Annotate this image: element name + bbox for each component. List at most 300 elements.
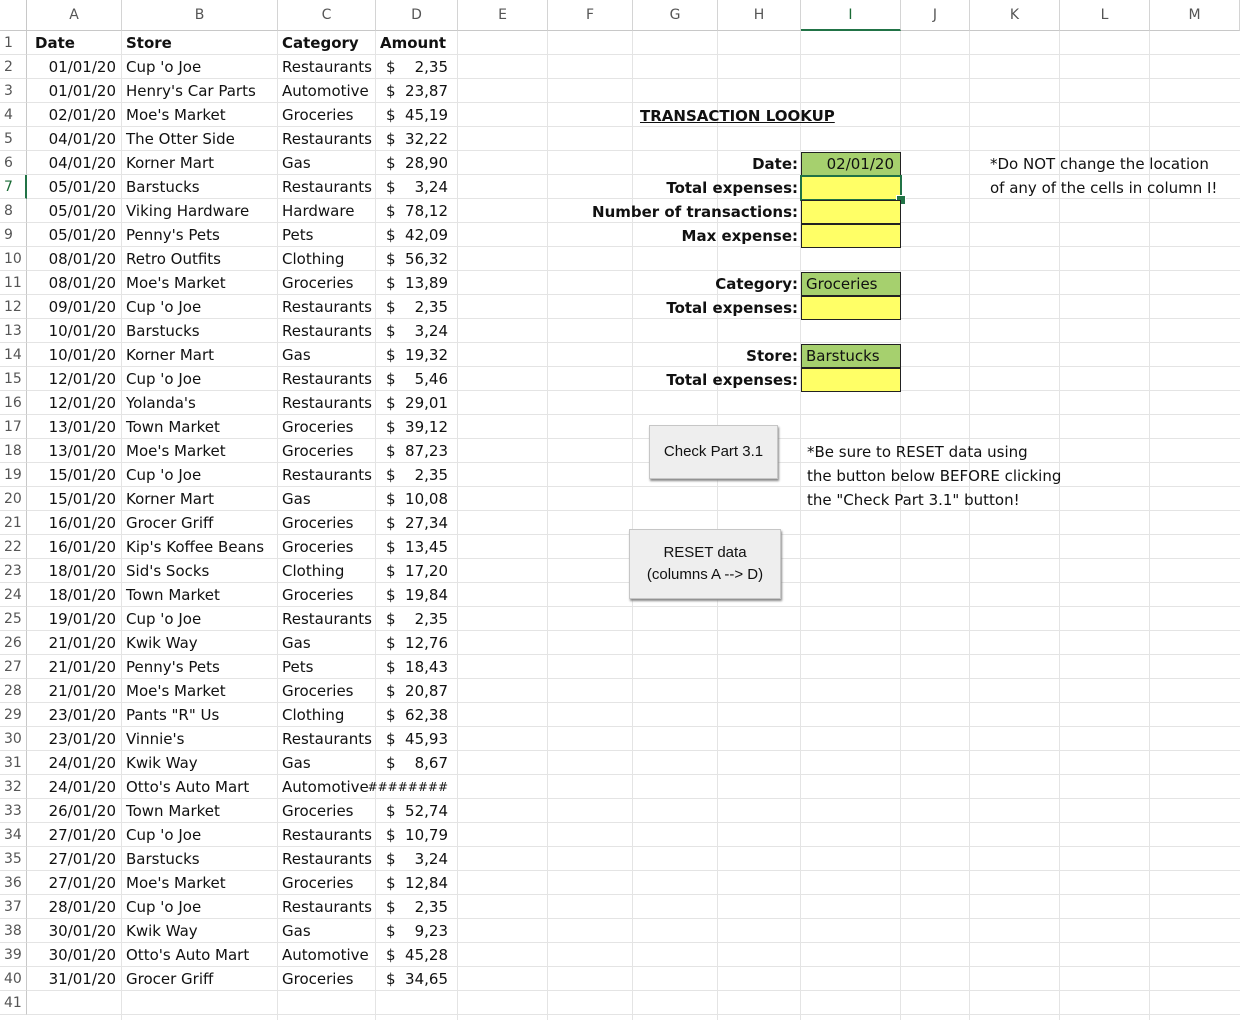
cell-date[interactable]: 27/01/20 <box>48 874 116 892</box>
currency-sign: $ <box>386 442 396 460</box>
cell-date[interactable]: 05/01/20 <box>48 202 116 220</box>
column-header-f[interactable]: F <box>548 0 633 31</box>
cell-amount[interactable] <box>376 823 458 847</box>
row-header-2[interactable]: 2 <box>0 55 27 79</box>
cell-amount[interactable] <box>376 367 458 391</box>
cell-store[interactable]: Moe's Market <box>126 106 226 124</box>
cell-date[interactable]: 02/01/20 <box>48 106 116 124</box>
cell-amount[interactable] <box>376 799 458 823</box>
row-header-16[interactable]: 16 <box>0 391 27 415</box>
currency-sign: $ <box>386 226 396 244</box>
gridline-column <box>547 31 548 1020</box>
amount-value: 3,24 <box>414 850 448 868</box>
cell-date[interactable]: 23/01/20 <box>48 730 116 748</box>
row-header-8[interactable]: 8 <box>0 199 27 223</box>
amount-value: 45,28 <box>405 946 448 964</box>
column-header-k[interactable]: K <box>970 0 1060 31</box>
column-header-e[interactable]: E <box>458 0 548 31</box>
cell-date[interactable]: 18/01/20 <box>48 586 116 604</box>
category-total-cell[interactable] <box>801 296 901 320</box>
row-header-33[interactable]: 33 <box>0 799 27 823</box>
cell-store[interactable]: Moe's Market <box>126 274 226 292</box>
cell-date[interactable]: 13/01/20 <box>48 418 116 436</box>
cell-amount[interactable] <box>376 439 458 463</box>
cell-date[interactable]: 08/01/20 <box>48 250 116 268</box>
cell-store[interactable]: Henry's Car Parts <box>126 82 256 100</box>
gridline-column <box>969 31 970 1020</box>
currency-sign: $ <box>386 130 396 148</box>
cell-amount[interactable] <box>376 535 458 559</box>
row-header-3[interactable]: 3 <box>0 79 27 103</box>
cell-category[interactable]: Hardware <box>282 202 355 220</box>
row-header-22[interactable]: 22 <box>0 535 27 559</box>
currency-sign: $ <box>386 706 396 724</box>
cell-store[interactable]: Cup 'o Joe <box>126 610 202 628</box>
cell-date[interactable]: 12/01/20 <box>48 394 116 412</box>
cell-store[interactable]: Sid's Socks <box>126 562 210 580</box>
cell-amount[interactable] <box>376 391 458 415</box>
cell-category[interactable]: Restaurants <box>282 298 372 316</box>
cell-category[interactable]: Restaurants <box>282 178 372 196</box>
amount-value: 78,12 <box>405 202 448 220</box>
cell-category[interactable]: Restaurants <box>282 466 372 484</box>
row-header-36[interactable]: 36 <box>0 871 27 895</box>
row-header-29[interactable]: 29 <box>0 703 27 727</box>
cell-store[interactable]: Moe's Market <box>126 874 226 892</box>
cell-date[interactable]: 21/01/20 <box>48 682 116 700</box>
cell-store[interactable]: Cup 'o Joe <box>126 826 202 844</box>
cell-amount[interactable] <box>376 967 458 991</box>
max-expense-label: Max expense: <box>681 227 798 245</box>
cell-amount[interactable] <box>376 727 458 751</box>
cell-category[interactable]: Groceries <box>282 274 354 292</box>
cell-date[interactable]: 10/01/20 <box>48 346 116 364</box>
gridline-column <box>632 31 633 1020</box>
cell-amount[interactable] <box>376 127 458 151</box>
cell-category[interactable]: Groceries <box>282 682 354 700</box>
cell-amount[interactable] <box>376 871 458 895</box>
currency-sign: $ <box>386 874 396 892</box>
row-header-31[interactable]: 31 <box>0 751 27 775</box>
currency-sign: $ <box>386 418 396 436</box>
cell-category[interactable]: Restaurants <box>282 394 372 412</box>
cell-category[interactable]: Restaurants <box>282 370 372 388</box>
amount-value: 13,89 <box>405 274 448 292</box>
amount-value: 34,65 <box>405 970 448 988</box>
cell-store[interactable]: Grocer Griff <box>126 970 214 988</box>
amount-value: 42,09 <box>405 226 448 244</box>
currency-sign: $ <box>386 682 396 700</box>
cell-category[interactable]: Automotive <box>282 82 369 100</box>
cell-store[interactable]: Grocer Griff <box>126 514 214 532</box>
amount-value: 17,20 <box>405 562 448 580</box>
cell-date[interactable]: 16/01/20 <box>48 514 116 532</box>
column-header-i[interactable]: I <box>801 0 901 31</box>
cell-date[interactable]: 30/01/20 <box>48 922 116 940</box>
cell-date[interactable]: 26/01/20 <box>48 802 116 820</box>
cell-category[interactable]: Restaurants <box>282 610 372 628</box>
cell-amount[interactable] <box>376 175 458 199</box>
row-header-17[interactable]: 17 <box>0 415 27 439</box>
column-header-c[interactable]: C <box>278 0 376 31</box>
row-header-18[interactable]: 18 <box>0 439 27 463</box>
cell-store[interactable]: Town Market <box>126 802 220 820</box>
row-header-24[interactable]: 24 <box>0 583 27 607</box>
currency-sign: $ <box>386 514 396 532</box>
number-of-transactions-cell[interactable] <box>801 200 901 224</box>
cell-amount[interactable] <box>376 103 458 127</box>
cell-store[interactable]: Moe's Market <box>126 682 226 700</box>
currency-sign: $ <box>386 826 396 844</box>
overflow-hash: ######## <box>367 780 448 794</box>
cell-category[interactable]: Restaurants <box>282 898 372 916</box>
cell-amount[interactable] <box>376 511 458 535</box>
column-header-a[interactable]: A <box>27 0 122 31</box>
row-header-40[interactable]: 40 <box>0 967 27 991</box>
currency-sign: $ <box>386 394 396 412</box>
cell-category[interactable]: Groceries <box>282 586 354 604</box>
check-part-button[interactable]: Check Part 3.1 <box>649 425 778 479</box>
row-header-12[interactable]: 12 <box>0 295 27 319</box>
cell-store[interactable]: Penny's Pets <box>126 658 220 676</box>
cell-category[interactable]: Restaurants <box>282 850 372 868</box>
cell-store[interactable]: Korner Mart <box>126 346 215 364</box>
cell-category[interactable]: Restaurants <box>282 58 372 76</box>
cell-amount[interactable] <box>376 895 458 919</box>
cell-amount[interactable] <box>376 607 458 631</box>
row-header-39[interactable]: 39 <box>0 943 27 967</box>
currency-sign: $ <box>386 466 396 484</box>
row-header-38[interactable]: 38 <box>0 919 27 943</box>
cell-amount[interactable] <box>376 55 458 79</box>
cell-amount[interactable] <box>376 223 458 247</box>
cell-amount[interactable] <box>376 79 458 103</box>
cell-date[interactable]: 04/01/20 <box>48 154 116 172</box>
row-header-7[interactable]: 7 <box>0 175 27 199</box>
amount-value: 2,35 <box>414 610 448 628</box>
column-header-j[interactable]: J <box>901 0 970 31</box>
row-header-35[interactable]: 35 <box>0 847 27 871</box>
reset-data-button[interactable] <box>629 529 781 599</box>
amount-value: 32,22 <box>405 130 448 148</box>
cell-amount[interactable] <box>376 415 458 439</box>
cell-store[interactable]: Yolanda's <box>126 394 196 412</box>
cell-category[interactable]: Restaurants <box>282 322 372 340</box>
cell-amount[interactable] <box>376 487 458 511</box>
cell-date[interactable]: 10/01/20 <box>48 322 116 340</box>
row-header-27[interactable]: 27 <box>0 655 27 679</box>
amount-value: 3,24 <box>414 322 448 340</box>
column-header-b[interactable]: B <box>122 0 278 31</box>
row-header-20[interactable]: 20 <box>0 487 27 511</box>
currency-sign: $ <box>386 802 396 820</box>
reset-button-line2: (columns A --> D) <box>646 566 764 583</box>
row-header-6[interactable]: 6 <box>0 151 27 175</box>
date-input-cell[interactable]: 02/01/20 <box>801 152 901 176</box>
cell-amount[interactable] <box>376 703 458 727</box>
cell-date[interactable]: 24/01/20 <box>48 754 116 772</box>
currency-sign: $ <box>386 754 396 772</box>
currency-sign: $ <box>386 562 396 580</box>
cell-category[interactable]: Restaurants <box>282 730 372 748</box>
category-label: Category: <box>715 275 798 293</box>
cell-date[interactable]: 04/01/20 <box>48 130 116 148</box>
amount-value: 10,79 <box>405 826 448 844</box>
currency-sign: $ <box>386 202 396 220</box>
currency-sign: $ <box>386 658 396 676</box>
cell-amount[interactable] <box>376 943 458 967</box>
amount-value: 39,12 <box>405 418 448 436</box>
cell-date[interactable]: 28/01/20 <box>48 898 116 916</box>
cell-category[interactable]: Gas <box>282 922 311 940</box>
currency-sign: $ <box>386 274 396 292</box>
note-reset-line1: *Be sure to RESET data using <box>807 443 1028 461</box>
cell-amount[interactable] <box>367 775 458 799</box>
amount-value: 18,43 <box>405 658 448 676</box>
row-header-37[interactable]: 37 <box>0 895 27 919</box>
cell-store[interactable]: Penny's Pets <box>126 226 220 244</box>
category-input-cell[interactable]: Groceries <box>801 272 901 296</box>
cell-store[interactable]: Cup 'o Joe <box>126 298 202 316</box>
currency-sign: $ <box>386 82 396 100</box>
cell-store[interactable]: Korner Mart <box>126 154 215 172</box>
cell-category[interactable]: Pets <box>282 226 314 244</box>
row-header-5[interactable]: 5 <box>0 127 27 151</box>
amount-value: 45,19 <box>405 106 448 124</box>
cell-amount[interactable] <box>376 199 458 223</box>
amount-value: 45,93 <box>405 730 448 748</box>
note-column-i-line2: of any of the cells in column I! <box>990 179 1218 197</box>
cell-date[interactable]: 24/01/20 <box>48 778 116 796</box>
cell-amount[interactable] <box>376 295 458 319</box>
cell-date[interactable]: 31/01/20 <box>48 970 116 988</box>
cell-date[interactable]: 01/01/20 <box>48 82 116 100</box>
header-date[interactable]: Date <box>35 34 75 52</box>
cell-store[interactable]: Kip's Koffee Beans <box>126 538 265 556</box>
row-header-19[interactable]: 19 <box>0 463 27 487</box>
row-header-28[interactable]: 28 <box>0 679 27 703</box>
cell-store[interactable]: The Otter Side <box>126 130 235 148</box>
cell-amount[interactable] <box>376 679 458 703</box>
cell-date[interactable]: 27/01/20 <box>48 826 116 844</box>
cell-date[interactable]: 01/01/20 <box>48 58 116 76</box>
cell-store[interactable]: Korner Mart <box>126 490 215 508</box>
row-header-30[interactable]: 30 <box>0 727 27 751</box>
row-header-21[interactable]: 21 <box>0 511 27 535</box>
note-column-i-line1: *Do NOT change the location <box>990 155 1209 173</box>
cell-store[interactable]: Barstucks <box>126 322 200 340</box>
cell-amount[interactable] <box>376 343 458 367</box>
currency-sign: $ <box>386 586 396 604</box>
column-header-g[interactable]: G <box>633 0 718 31</box>
row-header-23[interactable]: 23 <box>0 559 27 583</box>
header-amount[interactable]: Amount <box>380 34 447 52</box>
cell-amount[interactable] <box>376 631 458 655</box>
column-header-l[interactable]: L <box>1060 0 1150 31</box>
cell-store[interactable]: Kwik Way <box>126 634 198 652</box>
cell-amount[interactable] <box>376 919 458 943</box>
cell-category[interactable]: Gas <box>282 754 311 772</box>
total-expenses-label: Total expenses: <box>666 179 798 197</box>
cell-store[interactable]: Barstucks <box>126 178 200 196</box>
row-header-4[interactable]: 4 <box>0 103 27 127</box>
cell-store[interactable]: Town Market <box>126 418 220 436</box>
currency-sign: $ <box>386 970 396 988</box>
header-store[interactable]: Store <box>126 34 172 52</box>
select-all-corner[interactable] <box>0 0 27 31</box>
row-header-1[interactable]: 1 <box>0 31 27 55</box>
cell-category[interactable]: Pets <box>282 658 314 676</box>
row-header-11[interactable]: 11 <box>0 271 27 295</box>
cell-date[interactable]: 21/01/20 <box>48 634 116 652</box>
cell-store[interactable]: Otto's Auto Mart <box>126 778 250 796</box>
cell-category[interactable]: Restaurants <box>282 130 372 148</box>
cell-category[interactable]: Groceries <box>282 874 354 892</box>
currency-sign: $ <box>386 322 396 340</box>
row-header-10[interactable]: 10 <box>0 247 27 271</box>
currency-sign: $ <box>386 634 396 652</box>
cell-store[interactable]: Kwik Way <box>126 922 198 940</box>
cell-store[interactable]: Kwik Way <box>126 754 198 772</box>
amount-value: 52,74 <box>405 802 448 820</box>
column-header-d[interactable]: D <box>376 0 458 31</box>
row-header-32[interactable]: 32 <box>0 775 27 799</box>
cell-category[interactable]: Groceries <box>282 514 354 532</box>
cell-amount[interactable] <box>376 151 458 175</box>
cell-date[interactable]: 23/01/20 <box>48 706 116 724</box>
cell-category[interactable]: Clothing <box>282 562 345 580</box>
row-header-25[interactable]: 25 <box>0 607 27 631</box>
column-header-m[interactable]: M <box>1150 0 1240 31</box>
max-expense-cell[interactable] <box>801 224 901 248</box>
cell-category[interactable]: Groceries <box>282 106 354 124</box>
total-expenses-cell[interactable] <box>801 176 901 200</box>
row-header-15[interactable]: 15 <box>0 367 27 391</box>
cell-amount[interactable] <box>376 655 458 679</box>
cell-date[interactable]: 18/01/20 <box>48 562 116 580</box>
currency-sign: $ <box>386 250 396 268</box>
cell-date[interactable]: 09/01/20 <box>48 298 116 316</box>
amount-value: 2,35 <box>414 298 448 316</box>
cell-store[interactable]: Cup 'o Joe <box>126 898 202 916</box>
row-header-34[interactable]: 34 <box>0 823 27 847</box>
cell-amount[interactable] <box>376 847 458 871</box>
cell-store[interactable]: Otto's Auto Mart <box>126 946 250 964</box>
cell-store[interactable]: Cup 'o Joe <box>126 58 202 76</box>
cell-category[interactable]: Gas <box>282 490 311 508</box>
cell-store[interactable]: Cup 'o Joe <box>126 370 202 388</box>
cell-date[interactable]: 05/01/20 <box>48 178 116 196</box>
cell-category[interactable]: Groceries <box>282 442 354 460</box>
cell-amount[interactable] <box>376 559 458 583</box>
cell-date[interactable]: 13/01/20 <box>48 442 116 460</box>
cell-date[interactable]: 19/01/20 <box>48 610 116 628</box>
cell-category[interactable]: Automotive <box>282 778 369 796</box>
store-total-label: Total expenses: <box>666 371 798 389</box>
cell-category[interactable]: Groceries <box>282 538 354 556</box>
cell-date[interactable]: 08/01/20 <box>48 274 116 292</box>
currency-sign: $ <box>386 610 396 628</box>
column-header-h[interactable]: H <box>718 0 801 31</box>
store-input-cell[interactable]: Barstucks <box>801 344 901 368</box>
row-header-9[interactable]: 9 <box>0 223 27 247</box>
cell-amount[interactable] <box>376 319 458 343</box>
cell-category[interactable]: Groceries <box>282 802 354 820</box>
currency-sign: $ <box>386 154 396 172</box>
currency-sign: $ <box>386 850 396 868</box>
cell-category[interactable]: Restaurants <box>282 826 372 844</box>
amount-value: 2,35 <box>414 58 448 76</box>
cell-date[interactable]: 15/01/20 <box>48 466 116 484</box>
cell-date[interactable]: 15/01/20 <box>48 490 116 508</box>
cell-amount[interactable] <box>376 463 458 487</box>
cell-store[interactable]: Barstucks <box>126 850 200 868</box>
store-total-cell[interactable] <box>801 368 901 392</box>
cell-date[interactable]: 12/01/20 <box>48 370 116 388</box>
cell-category[interactable]: Gas <box>282 346 311 364</box>
cell-category[interactable]: Automotive <box>282 946 369 964</box>
cell-store[interactable]: Town Market <box>126 586 220 604</box>
currency-sign: $ <box>386 106 396 124</box>
cell-date[interactable]: 05/01/20 <box>48 226 116 244</box>
amount-value: 29,01 <box>405 394 448 412</box>
lookup-title: TRANSACTION LOOKUP <box>640 107 835 125</box>
row-header-26[interactable]: 26 <box>0 631 27 655</box>
header-category[interactable]: Category <box>282 34 359 52</box>
cell-amount[interactable] <box>376 583 458 607</box>
cell-store[interactable]: Pants "R" Us <box>126 706 220 724</box>
amount-value: 87,23 <box>405 442 448 460</box>
row-header-41[interactable]: 41 <box>0 991 27 1015</box>
amount-value: 12,76 <box>405 634 448 652</box>
cell-amount[interactable] <box>376 247 458 271</box>
amount-value: 27,34 <box>405 514 448 532</box>
currency-sign: $ <box>386 370 396 388</box>
cell-category[interactable]: Groceries <box>282 970 354 988</box>
currency-sign: $ <box>386 946 396 964</box>
amount-value: 3,24 <box>414 178 448 196</box>
cell-date[interactable]: 16/01/20 <box>48 538 116 556</box>
cell-date[interactable]: 30/01/20 <box>48 946 116 964</box>
cell-date[interactable]: 21/01/20 <box>48 658 116 676</box>
cell-store[interactable]: Cup 'o Joe <box>126 466 202 484</box>
cell-date[interactable]: 27/01/20 <box>48 850 116 868</box>
cell-amount[interactable] <box>376 271 458 295</box>
row-header-13[interactable]: 13 <box>0 319 27 343</box>
reset-button-line1: RESET data <box>663 544 747 561</box>
cell-category[interactable]: Gas <box>282 154 311 172</box>
cell-store[interactable]: Vinnie's <box>126 730 185 748</box>
note-reset-line2: the button below BEFORE clicking <box>807 467 1062 485</box>
amount-value: 5,46 <box>414 370 448 388</box>
amount-value: 13,45 <box>405 538 448 556</box>
amount-value: 2,35 <box>414 466 448 484</box>
cell-store[interactable]: Moe's Market <box>126 442 226 460</box>
cell-category[interactable]: Clothing <box>282 706 345 724</box>
amount-value: 62,38 <box>405 706 448 724</box>
cell-category[interactable]: Gas <box>282 634 311 652</box>
cell-category[interactable]: Clothing <box>282 250 345 268</box>
amount-value: 19,84 <box>405 586 448 604</box>
cell-amount[interactable] <box>376 751 458 775</box>
category-total-label: Total expenses: <box>666 299 798 317</box>
cell-store[interactable]: Viking Hardware <box>126 202 250 220</box>
cell-category[interactable]: Groceries <box>282 418 354 436</box>
cell-store[interactable]: Retro Outfits <box>126 250 221 268</box>
row-header-14[interactable]: 14 <box>0 343 27 367</box>
note-reset-line3: the "Check Part 3.1" button! <box>807 491 1020 509</box>
currency-sign: $ <box>386 298 396 316</box>
